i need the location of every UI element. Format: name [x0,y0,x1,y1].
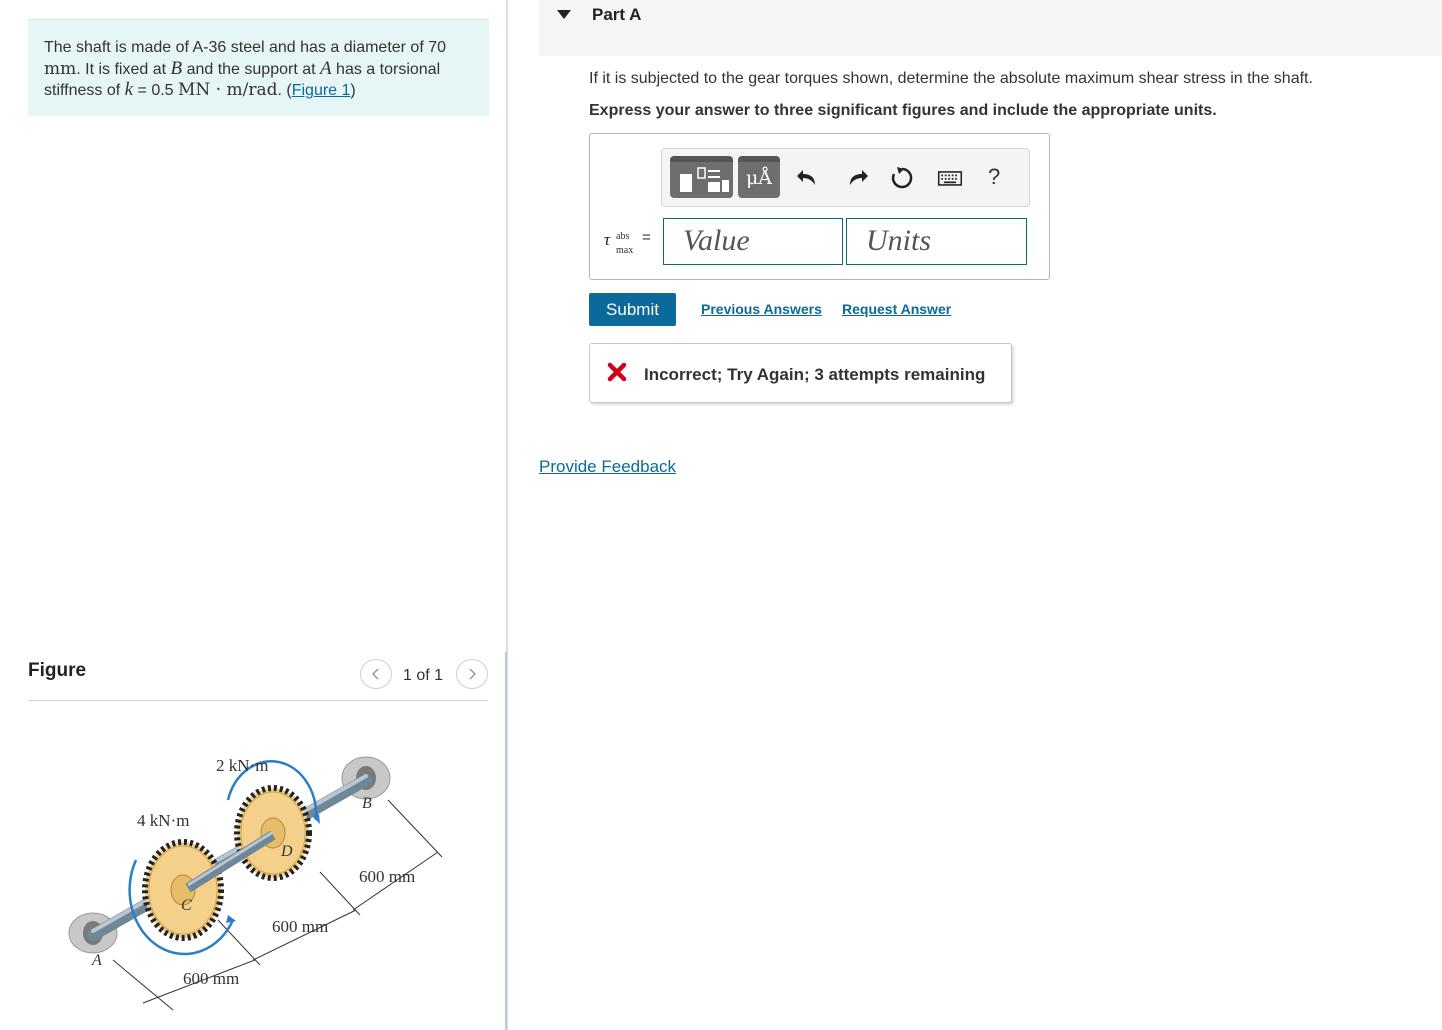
point-b-symbol: B [170,57,183,79]
reset-icon [889,165,915,191]
length-label-ca: 600 mm [183,969,240,988]
variable-superscript: abs [616,231,630,242]
instruction-text: Express your answer to three significant figures and include the appropriate units. [589,102,1217,119]
gear-c-icon [145,842,221,938]
redo-button[interactable] [844,165,870,191]
question-text: If it is subjected to the gear torques shown, determine the absolute maximum shear stress in the shaft. [589,70,1313,87]
problem-text: and the support at [182,60,320,78]
incorrect-x-icon [607,362,627,382]
feedback-text: Incorrect; Try Again; 3 attempts remaining [644,365,986,384]
reset-button[interactable] [889,165,915,191]
undo-button[interactable] [795,165,821,191]
feedback-message [589,343,1012,403]
tau-symbol: τ [604,230,611,249]
variable-subscript: max [616,245,634,256]
figure-pager: 1 of 1 [403,667,444,684]
redo-icon [844,165,870,191]
keyboard-icon [937,165,963,191]
point-label-d: D [281,843,293,860]
problem-statement [28,19,489,116]
part-title: Part A [592,5,642,24]
problem-text: . ( [277,82,292,99]
chevron-left-icon [369,667,383,681]
templates-icon [670,162,733,198]
provide-feedback-link[interactable]: Provide Feedback [539,457,677,476]
caret-down-icon[interactable] [557,10,571,20]
problem-text: The shaft is made of A-36 steel and has a diameter of 70 [44,39,447,56]
answer-box [589,133,1050,280]
undo-icon [795,165,821,191]
value-input[interactable]: Value [663,218,843,265]
figure-title: Figure [28,660,87,681]
keyboard-button[interactable] [935,165,965,191]
units-button[interactable]: μÅ [738,156,780,198]
point-label-a: A [92,952,102,969]
problem-text: stiffness of [44,82,125,99]
column-divider-accent [505,652,507,1030]
problem-text: ) [350,82,356,99]
units-input[interactable]: Units [846,218,1027,265]
torque-label-c: 4 kN·m [137,811,190,830]
problem-text: has a torsional [331,60,441,78]
templates-button[interactable] [670,156,733,198]
request-answer-link[interactable]: Request Answer [842,301,952,317]
figure-header [28,652,488,701]
part-header[interactable] [539,0,1442,56]
length-label-bd: 600 mm [359,867,416,886]
equals-sign: = [642,229,651,246]
point-a-symbol: A [320,57,332,79]
variable-label [604,230,664,260]
problem-text: = 0.5 [133,82,178,99]
next-figure-button[interactable] [456,659,488,689]
help-button[interactable]: ? [988,164,1001,189]
k-units: MN · m/rad [178,80,278,100]
k-symbol: k [124,79,134,100]
length-label-dc: 600 mm [272,917,329,936]
previous-figure-button[interactable] [360,659,392,689]
previous-answers-link[interactable]: Previous Answers [701,301,822,317]
torque-label-d: 2 kN·m [216,756,269,775]
submit-button[interactable]: Submit [589,293,676,326]
problem-text: . It is fixed at [76,60,171,78]
math-toolbar [661,148,1030,207]
shaft-figure [28,720,488,1030]
unit-mm: mm [44,58,77,79]
figure-link[interactable]: Figure 1 [291,82,351,99]
point-label-c: C [181,897,192,914]
point-label-b: B [362,795,372,812]
chevron-right-icon [465,667,479,681]
